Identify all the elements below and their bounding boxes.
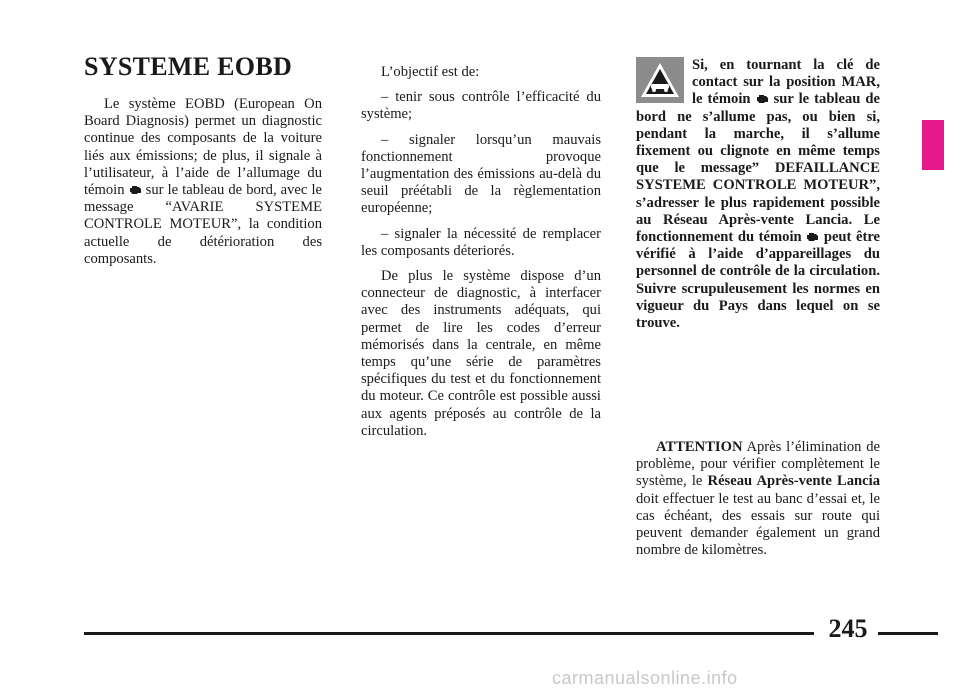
footer-rule-left (84, 632, 814, 635)
objective-intro: L’objectif est de: (381, 64, 480, 80)
objective-item-1: – tenir sous contrôle l’efficacité du système; (361, 89, 601, 123)
warning-block (636, 57, 880, 340)
column-1 (84, 96, 322, 276)
attention-note: ATTENTION Après l’élimination de problème, pour vérifier complètement le système, le Réseau Après-vente Lancia doit effectuer le test au banc d’essai et, le cas échéant, des essais sur route qui peuvent demander également un grand nombre de kilomètres. (636, 439, 880, 559)
objective-item-2: – signaler lorsqu’un mauvais fonctionnement provoque l’augmentation des émissions au-delà du seuil préétabli de la règlementation européenne; (361, 131, 601, 217)
objective-item-3: – signaler la nécessité de remplacer les composants déteriorés. (361, 225, 601, 259)
page-title: SYSTEME EOBD (84, 52, 293, 81)
engine-check-icon (806, 231, 819, 242)
warning-text: Si, en tournant la clé de contact sur la position MAR, le témoin sur le tableau de bord ne s’allume pas, ou bien si, pendant la marche, il s’allume fixement ou clignote en même temps que le message” DEFAILLANCE SYSTEME CONTROLE MOTEUR”, s’adresser le plus rapidement possible au Réseau Après-vente Lancia. Le fonctionnement du témoin peut être vérifié à l’aide d’appareillages du personnel de contrôle de la circulation. Suivre scrupuleusement les normes en vigueur du Pays dans lequel on se trouve. (636, 57, 881, 332)
intro-paragraph: Le système EOBD (European On Board Diagnosis) permet un diagnostic continue des composants de la voiture liés aux émissions; de plus, il signale à l’utilisateur, à l’aide de l’allumage du témoin sur le tableau de bord, avec le message “AVARIE SYSTEME CONTROLE MOTEUR”, la condition actuelle de détérioration des composants. (84, 96, 322, 267)
service-network-name: Réseau Après-vente Lancia (707, 473, 880, 490)
footer-rule-right (878, 632, 938, 635)
attention-label: ATTENTION (656, 439, 743, 455)
engine-check-icon (129, 184, 142, 195)
engine-check-icon (756, 93, 769, 104)
column-2 (361, 64, 601, 448)
page-number: 245 (828, 614, 868, 643)
section-tab-marker (922, 120, 944, 170)
diagnostic-paragraph: De plus le système dispose d’un connecteur de diagnostic, à interfacer avec des instruments adéquats, qui permet de lire les codes d’erreur mémorisés dans la centrale, en même temps qu’une série de paramètres spécifiques du test et du fonctionnement du moteur. Ce contrôle est possible aussi aux agents préposés au contrôle de la circulation. (361, 268, 601, 439)
warning-triangle-icon (636, 57, 684, 103)
watermark: carmanualsonline.info (552, 668, 738, 688)
